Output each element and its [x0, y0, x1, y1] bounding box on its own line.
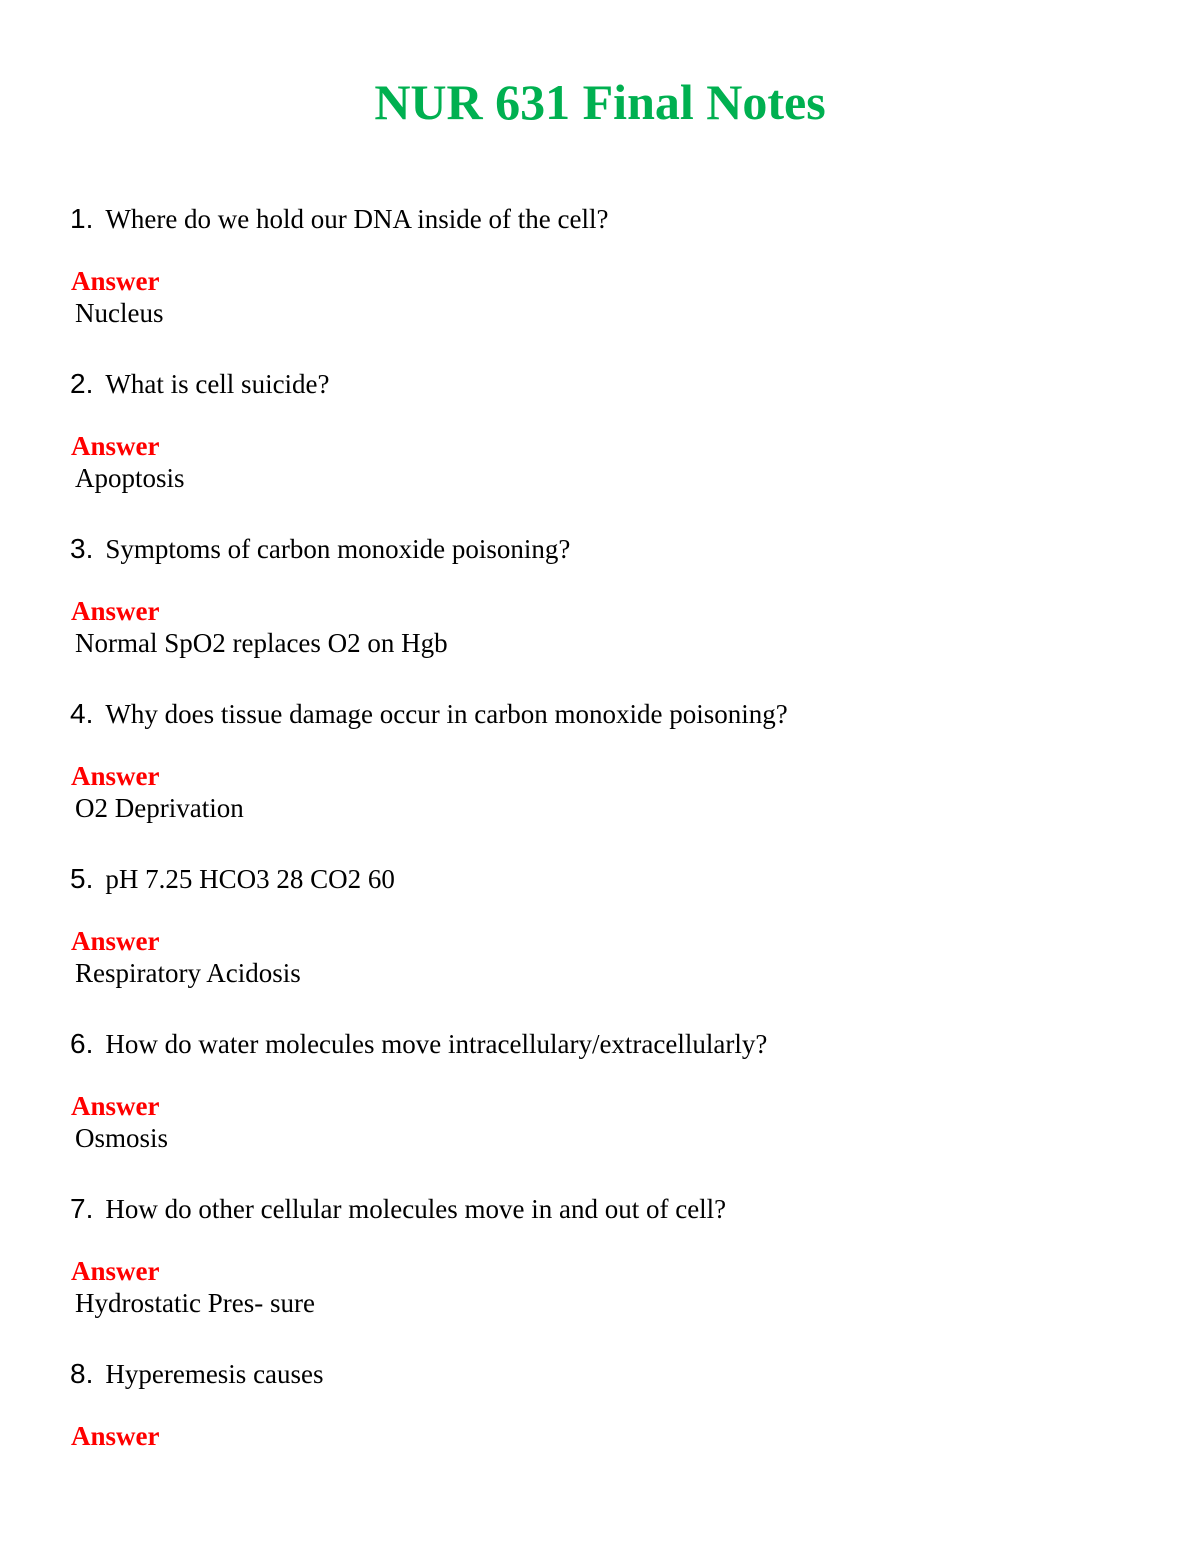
- question-number: 6: [70, 1028, 86, 1059]
- question-text: Hyperemesis causes: [105, 1359, 324, 1389]
- question: 2. What is cell suicide?: [70, 368, 330, 399]
- question-text: Where do we hold our DNA inside of the cell?: [105, 204, 609, 234]
- question: 3. Symptoms of carbon monoxide poisoning?: [70, 533, 571, 564]
- question-number: 7: [70, 1193, 86, 1224]
- answer-text: Respiratory Acidosis: [75, 958, 301, 988]
- answer-label: Answer: [71, 926, 160, 956]
- answer-label: Answer: [71, 1091, 160, 1121]
- answer-text: Osmosis: [75, 1123, 169, 1153]
- question-text: Symptoms of carbon monoxide poisoning?: [105, 534, 571, 564]
- question: 8. Hyperemesis causes: [70, 1358, 324, 1389]
- question-number: 8: [70, 1358, 86, 1389]
- question-number: 3: [70, 533, 86, 564]
- question: 4. Why does tissue damage occur in carbon monoxide poisoning?: [70, 698, 788, 729]
- question-number: 1: [70, 203, 86, 234]
- answer-text: O2 Deprivation: [75, 793, 244, 823]
- question: 5. pH 7.25 HCO3 28 CO2 60: [70, 863, 395, 894]
- answer-text: Nucleus: [75, 298, 164, 328]
- question-text: pH 7.25 HCO3 28 CO2 60: [105, 864, 395, 894]
- question-text: How do other cellular molecules move in and out of cell?: [105, 1194, 727, 1224]
- question-text: Why does tissue damage occur in carbon monoxide poisoning?: [105, 699, 788, 729]
- answer-text: Normal SpO2 replaces O2 on Hgb: [75, 628, 448, 658]
- answer-label: Answer: [71, 431, 160, 461]
- question-number: 4: [70, 698, 86, 729]
- question: 6. How do water molecules move intracellulary/extracellularly?: [70, 1028, 768, 1059]
- answer-label: Answer: [71, 596, 160, 626]
- page-title: NUR 631 Final Notes: [374, 74, 826, 130]
- answer-text: Apoptosis: [75, 463, 185, 493]
- question-number: 5: [70, 863, 86, 894]
- question: 7. How do other cellular molecules move in and out of cell?: [70, 1193, 727, 1224]
- answer-text: Hydrostatic Pres- sure: [75, 1288, 315, 1318]
- question-number: 2: [70, 368, 86, 399]
- question-text: How do water molecules move intracellulary/extracellularly?: [105, 1029, 768, 1059]
- question-text: What is cell suicide?: [105, 369, 330, 399]
- answer-label: Answer: [71, 1256, 160, 1286]
- answer-label: Answer: [71, 761, 160, 791]
- question: 1. Where do we hold our DNA inside of the cell?: [70, 203, 609, 234]
- answer-label: Answer: [71, 1421, 160, 1451]
- answer-label: Answer: [71, 266, 160, 296]
